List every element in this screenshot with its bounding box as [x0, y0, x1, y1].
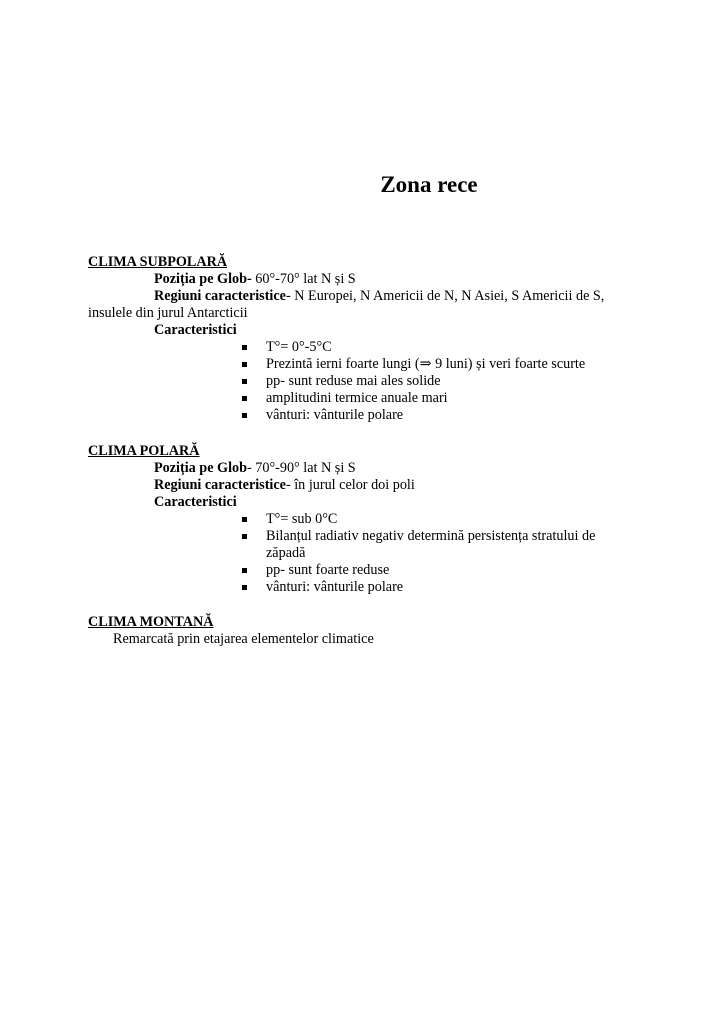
- list-item: vânturi: vânturile polare: [241, 407, 648, 424]
- section-montana: [88, 614, 648, 648]
- list-item: Bilanțul radiativ negativ determină persistența stratului de zăpadă: [241, 528, 611, 562]
- square-bullet-icon: [242, 413, 247, 418]
- square-bullet-icon: [242, 396, 247, 401]
- regions-line: [88, 288, 648, 305]
- square-bullet-icon: [242, 585, 247, 590]
- regions-label: Regiuni caracteristice: [154, 288, 286, 304]
- characteristics-label: Caracteristici: [154, 494, 237, 510]
- position-value: 60°-70° lat N și S: [251, 271, 356, 287]
- square-bullet-icon: [242, 379, 247, 384]
- list-item: amplitudini termice anuale mari: [241, 390, 648, 407]
- position-label: Poziția pe Glob: [154, 460, 248, 476]
- characteristics-list: [88, 339, 648, 424]
- position-label: Poziția pe Glob-: [154, 271, 252, 287]
- section-text: Remarcată prin etajarea elementelor climatice: [113, 631, 374, 647]
- square-bullet-icon: [242, 517, 247, 522]
- square-bullet-icon: [242, 362, 247, 367]
- section-heading: CLIMA MONTANĂ: [88, 614, 214, 630]
- page-title: [0, 172, 728, 198]
- square-bullet-icon: [242, 534, 247, 539]
- section-subpolar: [88, 254, 648, 424]
- section-heading: CLIMA POLARĂ: [88, 443, 200, 459]
- regions-value: - în jurul celor doi poli: [285, 477, 415, 493]
- page-title-text: Zona rece: [380, 172, 478, 197]
- list-item: pp- sunt reduse mai ales solide: [241, 373, 648, 390]
- regions-label: Regiuni caracteristice: [154, 477, 286, 493]
- section-heading: CLIMA SUBPOLARĂ: [88, 254, 228, 270]
- square-bullet-icon: [242, 345, 247, 350]
- list-item: pp- sunt foarte reduse: [241, 562, 648, 579]
- section-polar: [88, 443, 648, 596]
- square-bullet-icon: [242, 568, 247, 573]
- position-value: - 70°-90° lat N și S: [247, 460, 356, 476]
- list-item: T°= 0°-5°C: [241, 339, 648, 356]
- position-line: [88, 271, 648, 288]
- regions-value: - N Europei, N Americii de N, N Asiei, S Americii de S,: [285, 288, 605, 304]
- list-item: Prezintă ierni foarte lungi (⇒ 9 luni) și veri foarte scurte: [241, 356, 648, 373]
- regions-line: [88, 477, 648, 494]
- list-item: vânturi: vânturile polare: [241, 579, 648, 596]
- position-line: [88, 460, 648, 477]
- list-item: T°= sub 0°C: [241, 511, 648, 528]
- characteristics-label: Caracteristici: [154, 322, 237, 338]
- characteristics-list: [88, 511, 648, 596]
- regions-continuation: insulele din jurul Antarcticii: [88, 305, 248, 321]
